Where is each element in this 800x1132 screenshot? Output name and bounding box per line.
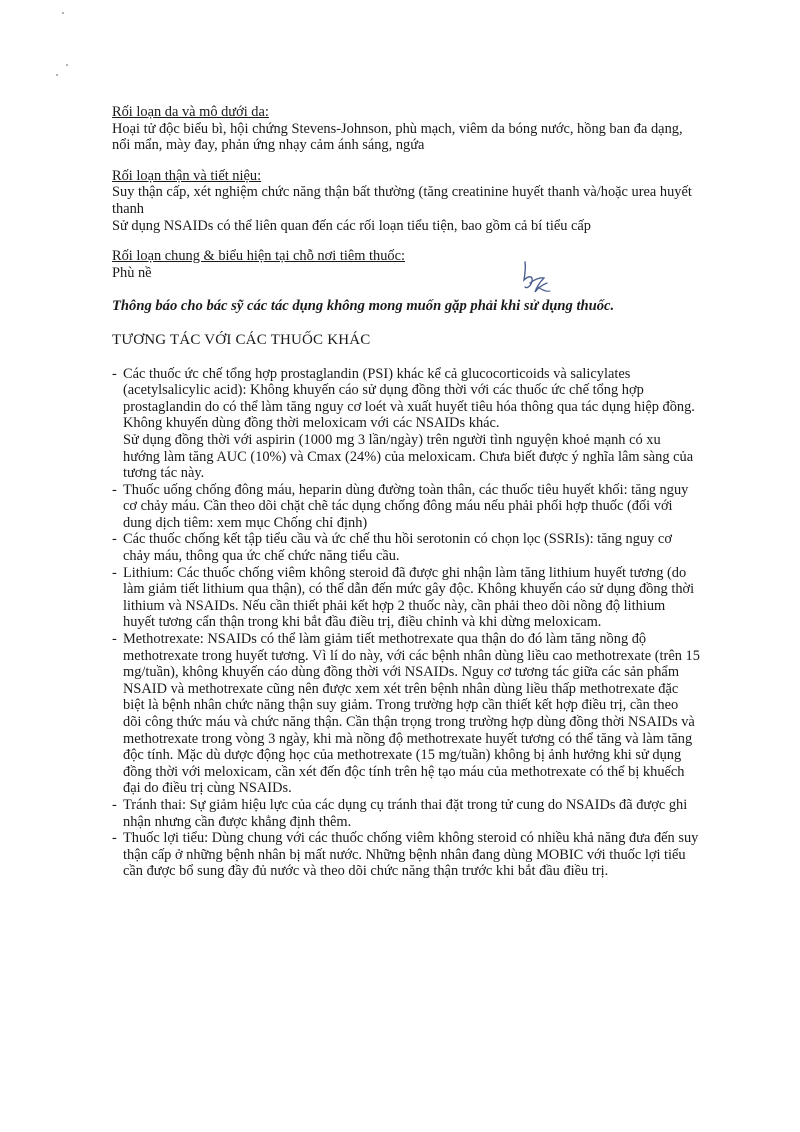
section-text-kidney-1: Suy thận cấp, xét nghiệm chức năng thận bất thường (tăng creatinine huyết thanh và/hoặc urea huyết thanh <box>112 184 692 217</box>
list-item-text: Thuốc lợi tiểu: Dùng chung với các thuốc chống viêm không steroid có nhiều khả năng đưa đến suy thận cấp ở những bệnh nhân bị mất nước. Những bệnh nhân đang dùng MOBIC với thuốc lợi tiểu cần được bổ sung đầy đủ nước và theo dõi chức năng thận trước khi bắt đầu điều trị. <box>123 830 699 880</box>
scan-speck <box>66 64 68 66</box>
interactions-heading: TƯƠNG TÁC VỚI CÁC THUỐC KHÁC <box>112 331 371 348</box>
list-item-text: Lithium: Các thuốc chống viêm không steroid đã được ghi nhận làm tăng lithium huyết tương (do làm giảm tiết lithium qua thận), có thể dẫn đến mức gây độc. Không khuyến cáo sử dụng đồng thời lithium và NSAIDs. Nếu cần thiết phải kết hợp 2 thuốc này, cần phải theo dõi nồng độ lithium huyết tương cẩn thận trong khi bắt đầu điều trị, điều chỉnh và khi dừng meloxicam. <box>123 564 695 631</box>
doctor-notice: Thông báo cho bác sỹ các tác dụng không mong muốn gặp phải khi sử dụng thuốc. <box>112 298 615 315</box>
bullet-dash: - <box>112 796 117 813</box>
list-item <box>112 830 700 880</box>
scan-speck <box>56 74 58 76</box>
list-item-text: Thuốc uống chống đông máu, heparin dùng đường toàn thân, các thuốc tiêu huyết khối: tăng nguy cơ chảy máu. Cần theo dõi chặt chẽ tác dụng chống đông máu nếu phải phối hợp thuốc (đối với dung dịch tiêm: xem mục Chống chỉ định) <box>123 481 689 531</box>
section-heading-skin: Rối loạn da và mô dưới da: <box>112 104 269 120</box>
list-item-text: Tránh thai: Sự giảm hiệu lực của các dụng cụ tránh thai đặt trong tử cung do NSAIDs đã được ghi nhận nhưng cần được khẳng định thêm. <box>123 796 688 830</box>
section-heading-general: Rối loạn chung & biểu hiện tại chỗ nơi tiêm thuốc: <box>112 248 405 265</box>
list-item <box>112 797 700 830</box>
list-item-text: Methotrexate: NSAIDs có thể làm giảm tiết methotrexate qua thận do đó làm tăng nồng độ methotrexate trong huyết tương. Vì lí do này, với các bệnh nhân dùng liều cao methotrexate (trên 15 mg/tuần), không khuyến cáo dùng đồng thời với NSAIDs. Nguy cơ tương tác giữa các sản phẩm NSAID và methotrexate cũng nên được xem xét trên bệnh nhân dùng liều thấp methotrexate đặc biệt là bệnh nhân chức năng thận suy giảm. Trong trường hợp cần thiết kết hợp điều trị, cần theo dõi công thức máu và chức năng thận. Cần thận trọng trong trường hợp dùng đồng thời NSAIDs và methotrexate trong vòng 3 ngày, khi mà nồng độ methotrexate huyết tương có thể tăng và làm tăng độc tính. Mặc dù dược động học của methotrexate (15 mg/tuần) không bị ảnh hưởng khi sử dụng đồng thời với meloxicam, cần xét đến độc tính trên hệ tạo máu của methotrexate có thể bị khuếch đại do điều trị cùng NSAIDs. <box>123 631 700 797</box>
list-item <box>112 565 700 631</box>
list-item-text: Các thuốc chống kết tập tiểu cầu và ức chế thu hồi serotonin có chọn lọc (SSRIs): tăng nguy cơ chảy máu, thông qua ức chế chức năng tiểu cầu. <box>123 531 672 565</box>
bullet-dash: - <box>112 481 117 498</box>
interactions-list <box>112 366 700 880</box>
list-item-text: Các thuốc ức chế tổng hợp prostaglandin (PSI) khác kể cả glucocorticoids và salicylates (acetylsalicylic acid): Không khuyến cáo sử dụng đồng thời với các thuốc ức chế tổng hợp prostaglandin do có thể làm tăng nguy cơ loét và xuất huyết tiêu hóa thông qua tác dụng hiệp đồng. Không khuyến dùng đồng thời meloxicam với các NSAIDs khác. <box>123 365 695 432</box>
list-item <box>112 531 700 564</box>
document-body <box>112 104 700 880</box>
list-item <box>112 366 700 482</box>
bullet-dash: - <box>112 531 117 548</box>
scan-speck <box>62 12 64 14</box>
section-heading-kidney: Rối loạn thận và tiết niệu: <box>112 167 262 184</box>
section-text-kidney-2: Sử dụng NSAIDs có thể liên quan đến các rối loạn tiểu tiện, bao gồm cả bí tiểu cấp <box>112 217 591 234</box>
bullet-dash: - <box>112 365 117 382</box>
bullet-dash: - <box>112 631 117 648</box>
list-item <box>112 631 700 797</box>
list-item-extra: Sử dụng đồng thời với aspirin (1000 mg 3 lần/ngày) trên người tình nguyện khoẻ mạnh có xu hướng làm tăng AUC (10%) và Cmax (24%) của meloxicam. Chưa biết được ý nghĩa lâm sàng của tương tác này. <box>123 431 694 482</box>
section-text-skin: Hoại tử độc biểu bì, hội chứng Stevens-Johnson, phù mạch, viêm da bóng nước, hồng ban đa dạng, nổi mẩn, mày đay, phản ứng nhạy cảm ánh sáng, ngứa <box>112 120 683 154</box>
section-text-general: Phù nề <box>112 264 152 281</box>
list-item <box>112 482 700 532</box>
bullet-dash: - <box>112 564 117 581</box>
bullet-dash: - <box>112 830 117 847</box>
